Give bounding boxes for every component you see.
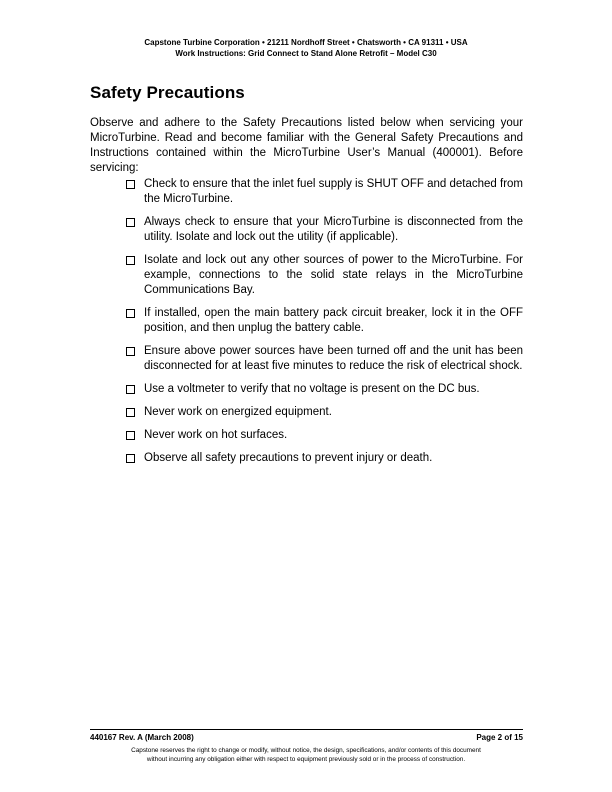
checkbox-bullet-icon (126, 431, 135, 440)
header-company-line: Capstone Turbine Corporation • 21211 Nordhoff Street • Chatsworth • CA 91311 • USA (144, 38, 468, 47)
footer-disclaimer (60, 746, 552, 764)
list-item-text: Always check to ensure that your MicroTurbine is disconnected from the utility. Isolate and lock out the utility (if applicable). (144, 216, 523, 243)
checkbox-bullet-icon (126, 180, 135, 189)
list-item (126, 344, 523, 374)
checkbox-bullet-icon (126, 347, 135, 356)
list-item-text: Never work on hot surfaces. (144, 429, 288, 441)
list-item (126, 382, 523, 397)
list-item (126, 177, 523, 207)
checkbox-bullet-icon (126, 385, 135, 394)
list-item-text: Use a voltmeter to verify that no voltage is present on the DC bus. (144, 383, 480, 395)
checkbox-bullet-icon (126, 454, 135, 463)
checkbox-bullet-icon (126, 218, 135, 227)
header-document-title: Work Instructions: Grid Connect to Stand Alone Retrofit – Model C30 (175, 49, 437, 58)
list-item-text: Never work on energized equipment. (144, 406, 332, 418)
section-title: Safety Precautions (90, 83, 245, 102)
list-item-text: Check to ensure that the inlet fuel supply is SHUT OFF and detached from the MicroTurbine. (144, 178, 523, 205)
checkbox-bullet-icon (126, 256, 135, 265)
footer-disclaimer-line: Capstone reserves the right to change or modify, without notice, the design, specifications, and/or contents of this document (131, 747, 481, 754)
list-item (126, 253, 523, 298)
list-item-text: Isolate and lock out any other sources of power to the MicroTurbine. For example, connections to the solid state relays in the MicroTurbine Communications Bay. (144, 254, 523, 296)
footer-divider (90, 729, 523, 730)
checkbox-bullet-icon (126, 309, 135, 318)
safety-checklist (126, 177, 523, 474)
list-item (126, 428, 523, 443)
list-item-text: Ensure above power sources have been turned off and the unit has been disconnected for at least five minutes to reduce the risk of electrical shock. (144, 345, 523, 372)
footer-disclaimer-line: without incurring any obligation either with respect to equipment previously sold or in the process of construction. (146, 756, 466, 763)
list-item (126, 215, 523, 245)
footer-page-number: Page 2 of 15 (476, 733, 523, 742)
intro-paragraph: Observe and adhere to the Safety Precautions listed below when servicing your MicroTurbine. Read and become familiar with the General Safety Precautions and Instructions contained within the MicroTurbine User’s Manual (400001). Before servicing: (90, 117, 523, 174)
list-item (126, 405, 523, 420)
list-item (126, 451, 523, 466)
checkbox-bullet-icon (126, 408, 135, 417)
list-item-text: If installed, open the main battery pack circuit breaker, lock it in the OFF position, and then unplug the battery cable. (144, 307, 523, 334)
list-item-text: Observe all safety precautions to prevent injury or death. (144, 452, 433, 464)
list-item (126, 306, 523, 336)
footer-document-number: 440167 Rev. A (March 2008) (90, 733, 194, 742)
page-header (0, 37, 612, 59)
